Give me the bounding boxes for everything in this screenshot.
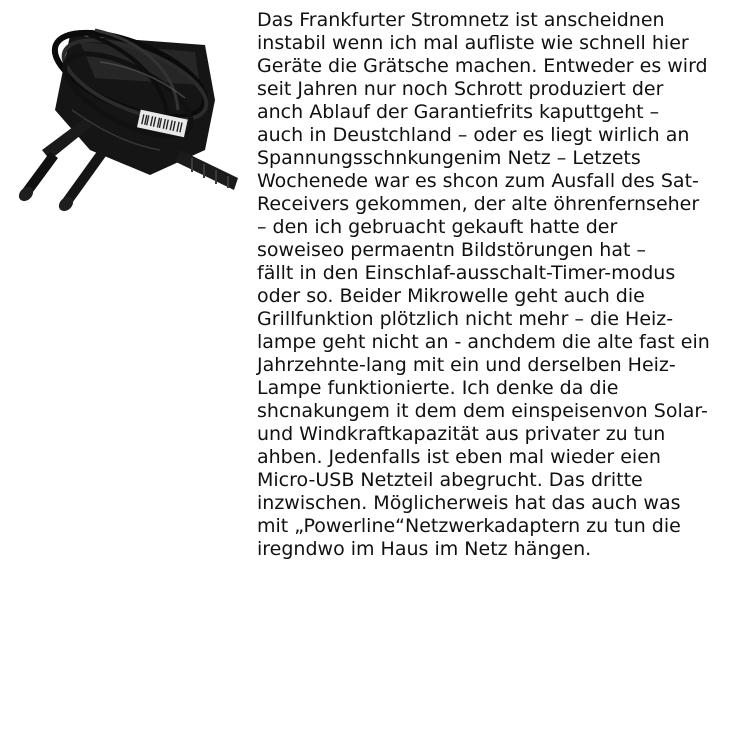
text-line: Wochenede war es shcon zum Ausfall des Sat-: [257, 170, 699, 192]
text-line: ahben. Jedenfalls ist eben mal wieder eien: [257, 446, 661, 468]
text-line: oder so. Beider Mikrowelle geht auch die: [257, 285, 645, 307]
text-line: mit „Powerline“Netzwerkadaptern zu tun die: [257, 515, 681, 537]
text-line: Geräte die Grätsche machen. Entweder es wird: [257, 55, 708, 77]
text-line: Lampe funktionierte. Ich denke da die: [257, 377, 619, 399]
text-line: anch Ablauf der Garantiefrits kaputtgeht –: [257, 101, 660, 123]
text-line: – den ich gebruacht gekauft hatte der: [257, 216, 618, 238]
power-adapter-image: [0, 0, 250, 240]
text-line: Receivers gekommen, der alte öhrenfernseher: [257, 193, 700, 215]
text-line: fällt in den Einschlaf-ausschalt-Timer-modus: [257, 262, 676, 284]
text-line: iregndwo im Haus im Netz hängen.: [257, 538, 592, 560]
article-text: [257, 9, 745, 561]
text-line: Grillfunktion plötzlich nicht mehr – die Heiz-: [257, 308, 674, 330]
text-line: Micro-USB Netzteil abegrucht. Das dritte: [257, 469, 643, 491]
text-line: soweiseo permaentn Bildstörungen hat –: [257, 239, 646, 261]
text-line: Das Frankfurter Stromnetz ist anscheidnen: [257, 9, 665, 31]
text-line: inzwischen. Möglicherweis hat das auch was: [257, 492, 681, 514]
text-line: Jahrzehnte-lang mit ein und derselben Heiz-: [257, 354, 676, 376]
text-line: seit Jahren nur noch Schrott produziert der: [257, 78, 664, 100]
text-line: instabil wenn ich mal aufliste wie schnell hier: [257, 32, 689, 54]
text-line: Spannungsschnkungenim Netz – Letzets: [257, 147, 641, 169]
text-line: lampe geht nicht an - anchdem die alte fast ein: [257, 331, 710, 353]
text-line: und Windkraftkapazität aus privater zu tun: [257, 423, 666, 445]
text-line: auch in Deustchland – oder es liegt wirlich an: [257, 124, 690, 146]
text-line: shcnakungem it dem dem einspeisenvon Solar-: [257, 400, 708, 422]
